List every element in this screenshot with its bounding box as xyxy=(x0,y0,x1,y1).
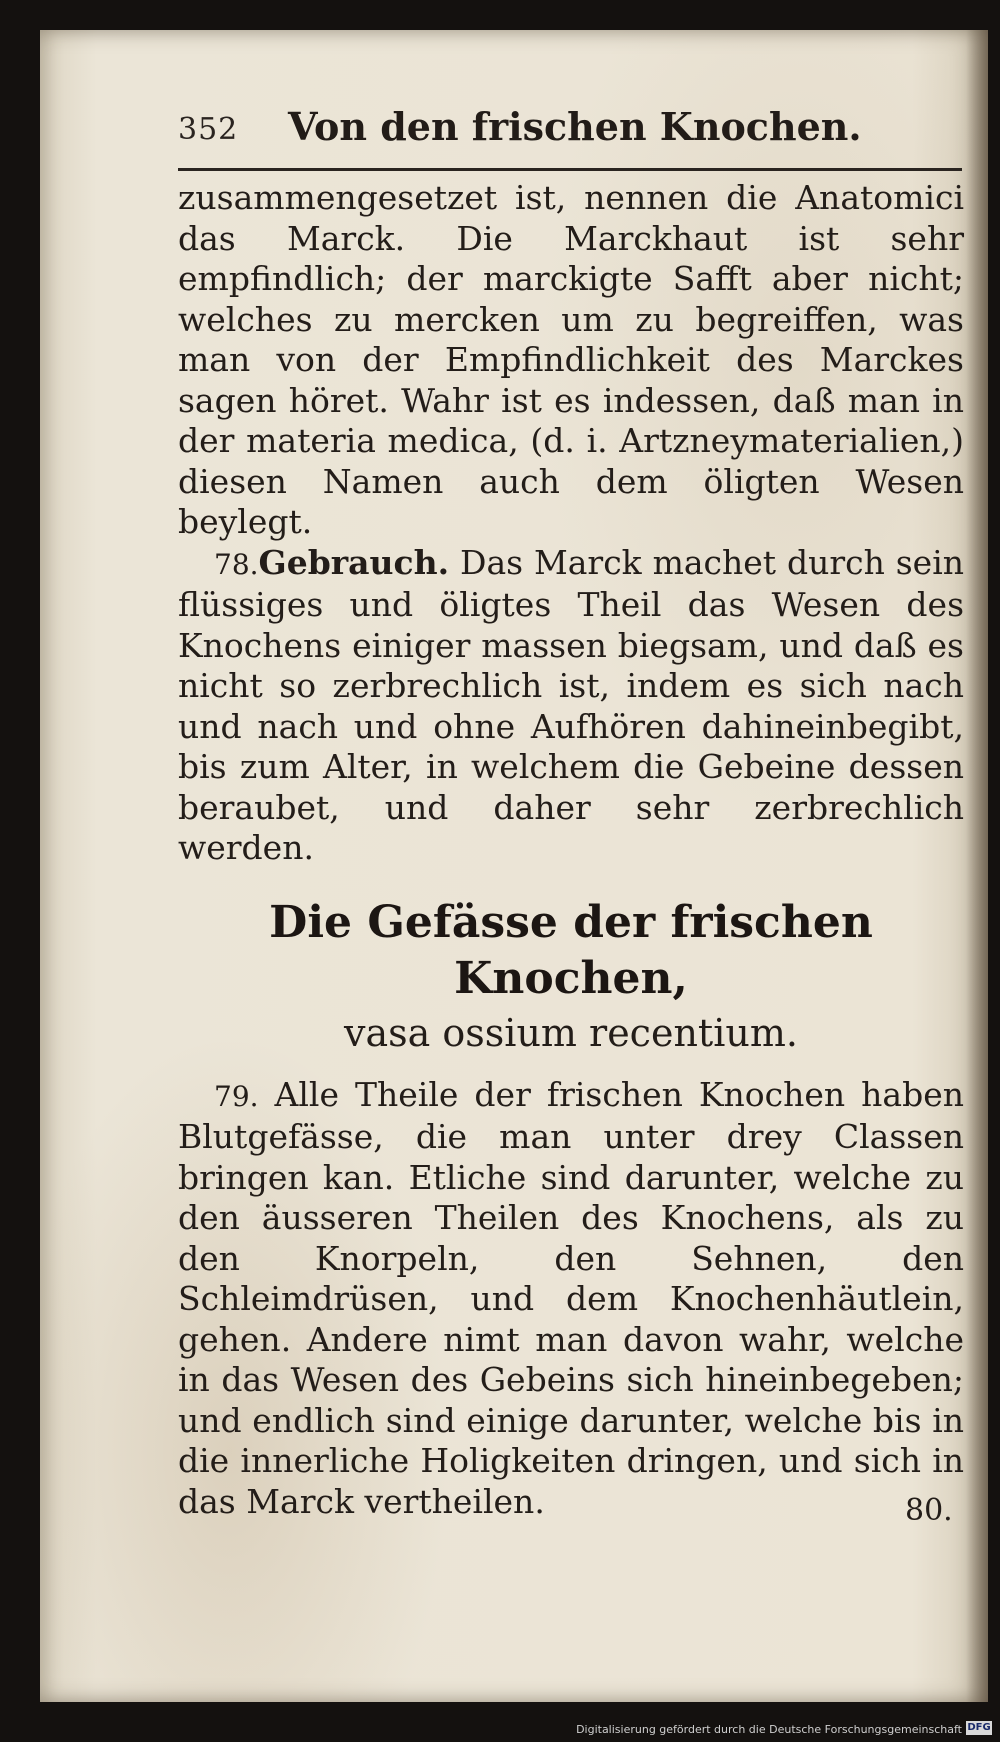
section-subtitle: vasa ossium recentium. xyxy=(344,1010,798,1055)
paragraph-78 xyxy=(178,543,964,869)
paragraph-number: 79. xyxy=(214,1079,259,1113)
paragraph-text: Das Marck machet durch sein flüssiges und öligtes Theil das Wesen des Knochens einiger massen biegsam, und daß es nicht so zerbrechlich ist, indem es sich nach und nach und ohne Aufhören dahineinbegibt, bis zum Alter, in welchem die Gebeine dessen beraubet, und daher sehr zerbrechlich werden. xyxy=(178,542,964,867)
page-spine-shadow xyxy=(966,30,988,1702)
catchword: 80. xyxy=(905,1493,953,1528)
paragraph-text: Alle Theile der frischen Knochen haben Blutgefässe, die man unter drey Classen bringen kan. Etliche sind darunter, welche zu den äusseren Theilen des Knochens, als zu den Knorpeln, den Sehnen, den Schleimdrüsen, und dem Knochenhäutlein, gehen. Andere nimt man davon wahr, welche in das Wesen des Gebeins sich hineinbegeben; und endlich sind einige darunter, welche bis in die innerliche Holigkeiten dringen, und sich in das Marck vertheilen. xyxy=(178,1074,964,1521)
paragraph-continued xyxy=(178,178,964,543)
dfg-logo: DFG xyxy=(967,1722,991,1733)
paragraph-79 xyxy=(178,1075,964,1523)
body-text xyxy=(178,178,964,1522)
running-head: Von den frischen Knochen. xyxy=(288,104,862,149)
section-title: Die Gefässe der frischen Knochen, xyxy=(269,896,873,1004)
page-number: 352 xyxy=(178,112,239,147)
footer-credit: Digitalisierung gefördert durch die Deutsche Forschungsgemeinschaft xyxy=(576,1723,962,1736)
paragraph-number: 78. xyxy=(214,547,259,581)
header-rule xyxy=(178,168,962,171)
paragraph-text: zusammengesetzet ist, nennen die Anatomici das Marck. Die Marckhaut ist sehr empfindlich; der marckigte Safft aber nicht; welches zu mercken um zu begreiffen, was man von der Empfindlichkeit des Marckes sagen höret. Wahr ist es indessen, daß man in der materia medica, (d. i. Artzneymaterialien,) diesen Namen auch dem öligten Wesen beylegt. xyxy=(178,178,964,541)
page-header xyxy=(178,100,958,160)
paragraph-heading: Gebrauch. xyxy=(258,542,450,582)
